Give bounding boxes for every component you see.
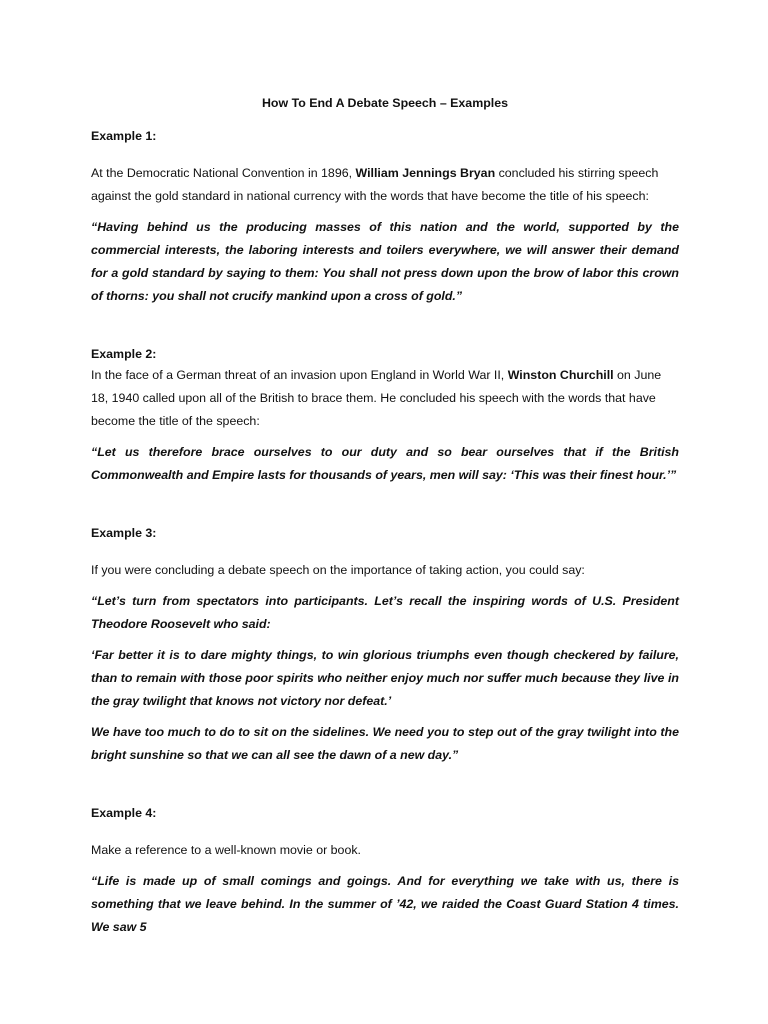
example-3-quote-2: ‘Far better it is to dare mighty things, to win glorious triumphs even though checkered by failure, than to remain with those poor spirits who neither enjoy much nor suffer much because they live in the gray twilight that knows not victory nor defeat.’ — [91, 648, 679, 708]
example-4-quote: “Life is made up of small comings and goings. And for everything we take with us, there is something that we leave behind. In the summer of ’42, we raided the Coast Guard Station 4 times. We saw 5 — [91, 874, 679, 934]
example-2-intro-before: In the face of a German threat of an invasion upon England in World War II, — [91, 368, 508, 382]
example-1-intro — [91, 162, 679, 208]
example-1-quote: “Having behind us the producing masses of this nation and the world, supported by the commercial interests, the laboring interests and toilers everywhere, we will answer their demand for a gold standard by saying to them: You shall not press down upon the brow of labor this crown of thorns: you shall not crucify mankind upon a cross of gold.” — [91, 220, 679, 303]
example-2-speaker-name: Winston Churchill — [507, 368, 614, 382]
example-3-quote-1: “Let’s turn from spectators into participants. Let’s recall the inspiring words of U.S. President Theodore Roosevelt who said: — [91, 594, 679, 631]
example-3-intro: If you were concluding a debate speech on the importance of taking action, you could say: — [91, 563, 585, 577]
example-2-intro — [91, 364, 679, 433]
example-1-intro-before: At the Democratic National Convention in 1896, — [91, 166, 356, 180]
example-1-speaker-name: William Jennings Bryan — [355, 166, 496, 180]
example-2-heading: Example 2: — [91, 347, 157, 361]
example-4-intro: Make a reference to a well-known movie or book. — [91, 843, 361, 857]
example-2-quote: “Let us therefore brace ourselves to our duty and so bear ourselves that if the British Commonwealth and Empire lasts for thousands of years, men will say: ‘This was their finest hour.’” — [91, 445, 679, 482]
example-1-heading: Example 1: — [91, 129, 157, 143]
example-3-heading: Example 3: — [91, 526, 157, 540]
example-3-quote-3: We have too much to do to sit on the sidelines. We need you to step out of the gray twilight into the bright sunshine so that we can all see the dawn of a new day.” — [91, 725, 679, 762]
example-4-heading: Example 4: — [91, 806, 157, 820]
example-1-intro-after: concluded his stirring speech against the gold standard in national currency with the words that have become the title of his speech: — [91, 166, 659, 203]
document-title: How To End A Debate Speech – Examples — [261, 96, 509, 110]
document-page — [91, 94, 679, 939]
example-2-intro-after: on June 18, 1940 called upon all of the British to brace them. He concluded his speech with the words that have become the title of the speech: — [91, 368, 662, 428]
